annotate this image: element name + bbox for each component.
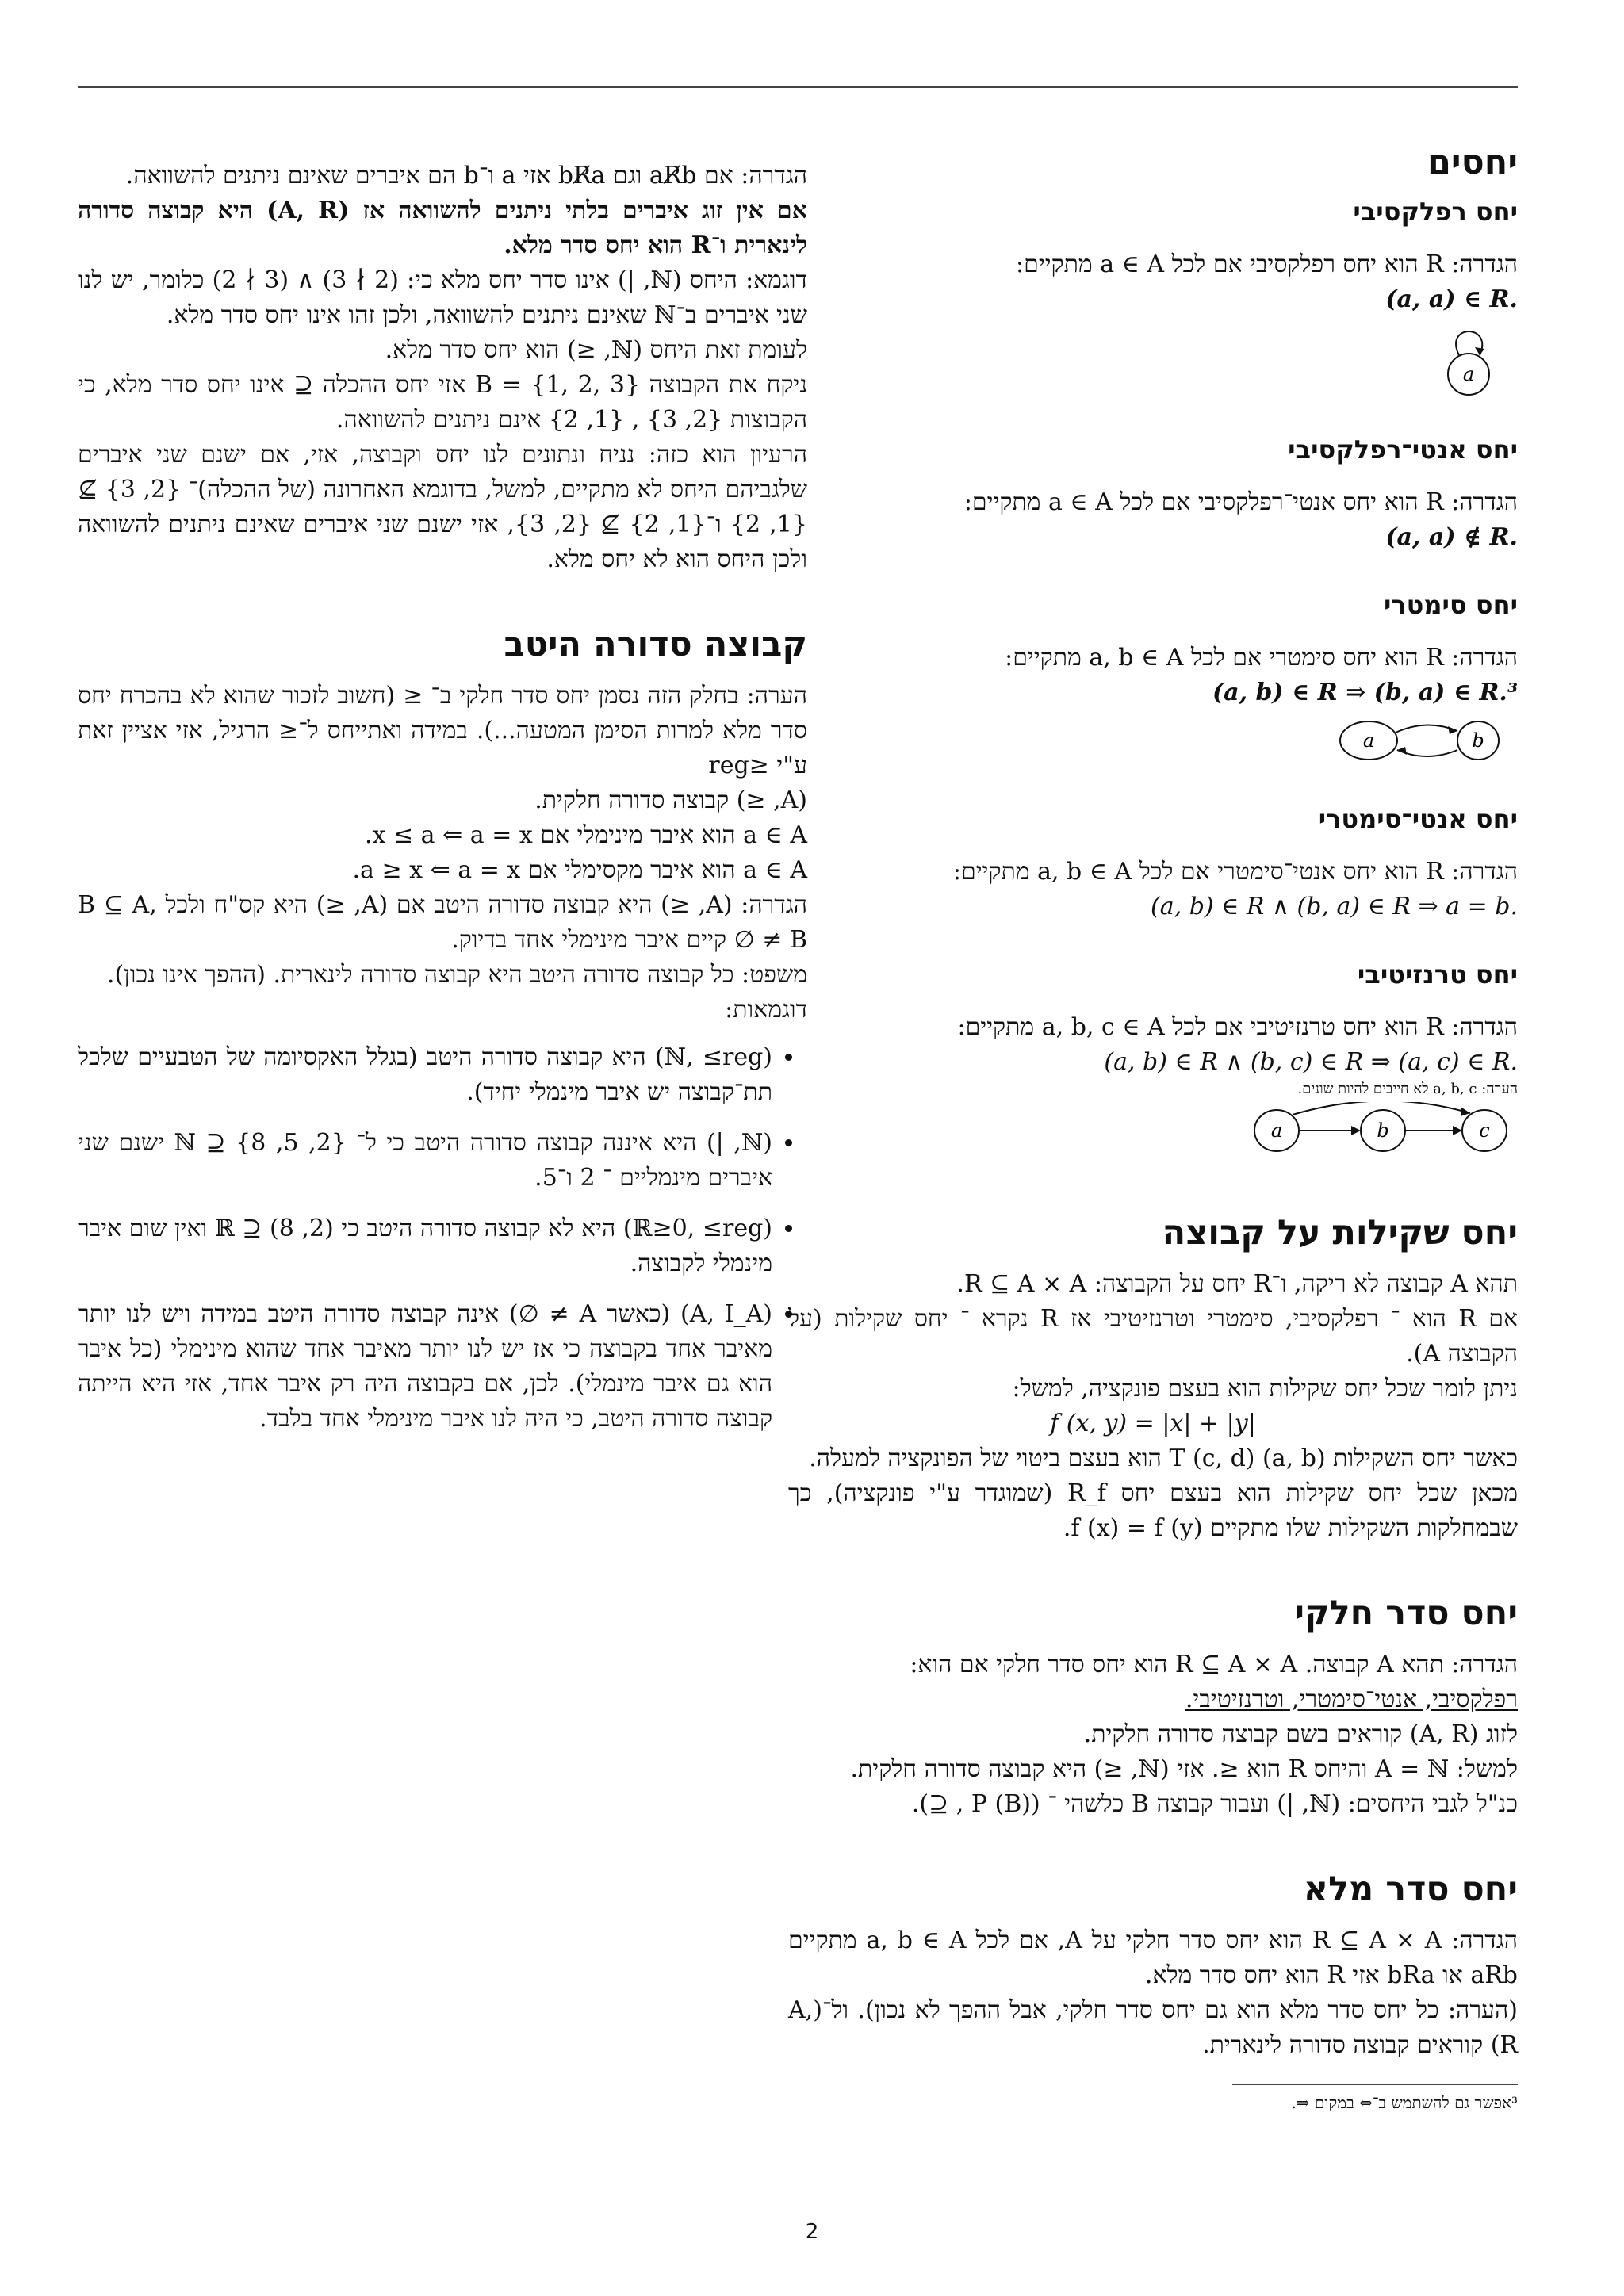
example-item: • (ℝ≥0, ≤reg) היא לא קבוצה סדורה היטב כי (2, 8) ⊆ ℝ ואין שום איבר מינמלי לקבוצה.	[78, 1211, 772, 1281]
symmetric-diagram	[804, 714, 1518, 769]
partial-ordered-set-line: (A, ≤) קבוצה סדורה חלקית.	[534, 786, 807, 814]
equivalence-p4: f (x, y) = |x| + |y|	[1050, 1410, 1256, 1437]
partial-order-p2: רפלקסיבי, אנטי־סימטרי, וטרנזיטיבי.	[1185, 1686, 1518, 1713]
symmetric-formula: (a, b) ∈ R ⇒ (b, a) ∈ R.³	[1212, 679, 1518, 706]
anti-reflexive-heading: יחס אנטי־רפלקסיבי	[1288, 434, 1518, 465]
equivalence-section	[788, 1213, 1518, 1546]
partial-order-p4: למשל: A = ℕ והיחס R הוא ≤. אזי (ℕ, ≤) היא קבוצה סדורה חלקית.	[850, 1755, 1518, 1783]
anti-symmetric-definition: הגדרה: R הוא יחס אנטי־סימטרי אם לכל a, b ∈ A מתקיים:	[952, 858, 1518, 886]
equivalence-p5: כאשר יחס השקילות (a, b) T (c, d) הוא בעצם ביטוי של הפונקציה למעלה.	[809, 1445, 1518, 1472]
total-order-p2: (הערה: כל יחס סדר מלא הוא גם יחס סדר חלקי, אבל ההפך לא נכון). ול־(A, R) קוראים קבוצה סדורה לינארית.	[788, 1996, 1518, 2059]
symmetric-definition: הגדרה: R הוא יחס סימטרי אם לכל a, b ∈ A מתקיים:	[1005, 644, 1518, 672]
divisibility-example: דוגמא: היחס (ℕ, |) אינו סדר יחס מלא כי: (2 ∤ 3) ∧ (3 ∤ 2) כלומר, יש לנו שני איברים ב־ℕ שאינם ניתנים להשוואה, ולכן זהו אינו יחס סדר מלא.	[78, 266, 807, 329]
partial-order-p5: כנ"ל לגבי היחסים: (ℕ, |) ועבור קבוצה B כלשהי ־ (P (B) , ⊆).	[911, 1790, 1518, 1818]
anti-symmetric-formula: (a, b) ∈ R ∧ (b, a) ∈ R ⇒ a = b.	[1151, 893, 1518, 920]
equivalence-heading: יחס שקילות על קבוצה	[1162, 1213, 1518, 1253]
svg-text:a: a	[1362, 729, 1375, 752]
symmetric-node-a	[1340, 721, 1397, 760]
reflexive-formula: (a, a) ∈ R.	[1385, 285, 1518, 313]
equivalence-p6: מכאן שכל יחס שקילות הוא בעצם יחס R_f (שמוגדר ע"י פונקציה), כך שבמחלקות השקילות שלו מתקיים f (x) = f (y).	[788, 1479, 1518, 1542]
footnote: ³אפשר גם להשתמש ב־⇔ במקום ⇒.	[1291, 2093, 1518, 2112]
svg-text:a: a	[1462, 363, 1475, 385]
inclusion-example: ניקח את הקבוצה B = {1, 2, 3} אזי יחס ההכלה ⊆ אינו יחס סדר מלא, כי הקבוצות {2, 3} , {1, 2} אינם ניתנים להשוואה.	[78, 371, 807, 434]
footnote-rule	[1232, 2084, 1518, 2085]
transitive-formula: (a, b) ∈ R ∧ (b, c) ∈ R ⇒ (a, c) ∈ R.	[1104, 1048, 1518, 1076]
transitive-heading: יחס טרנזיטיבי	[1357, 959, 1518, 989]
header-rule	[78, 86, 1518, 88]
well-ordered-note: הערה: בחלק הזה נסמן יחס סדר חלקי ב־ ≤ (חשוב לזכור שהוא לא בהכרח יחס סדר מלא למרות הסימן המטעה...). במידה ואתייחס ל־≤ הרגיל, אזי אציין זאת ע"י ≤reg	[78, 682, 807, 779]
transitive-node-c	[1462, 1110, 1507, 1151]
partial-order-p1: הגדרה: תהא A קבוצה. R ⊆ A × A הוא יחס סדר חלקי אם הוא:	[910, 1651, 1518, 1678]
equivalence-p1: תהא A קבוצה לא ריקה, ו־R יחס על הקבוצה: R ⊆ A × A.	[956, 1270, 1518, 1298]
example-item: • (ℕ, ≤reg) היא קבוצה סדורה היטב (בגלל האקסיומה של הטבעיים שלכל תת־קבוצה יש איבר מינמלי יחיד).	[78, 1040, 772, 1110]
total-order-section	[788, 1869, 1518, 2114]
maximal-element-def: a ∈ A הוא איבר מקסימלי אם a ≥ x ⇐ a = x.	[352, 856, 807, 884]
idea-explanation: הרעיון הוא כזה: נניח ונתונים לנו יחס וקבוצה, אזי, אם ישנם שני איברים שלגביהם היחס לא מתקיים, למשל, בדוגמא האחרונה (של ההכלה)־ {2, 3} ⊈ {1, 2} ו־{1, 2} ⊈ {2, 3}, אזי ישנם שני איברים שאינם ניתנים להשוואה ולכן היחס הוא לא יחס מלא.	[78, 441, 807, 573]
reflexive-definition: הגדרה: R הוא יחס רפלקסיבי אם לכל a ∈ A מתקיים:	[1016, 251, 1518, 278]
transitive-definition: הגדרה: R הוא יחס טרנזיטיבי אם לכל a, b, c ∈ A מתקיים:	[957, 1013, 1518, 1041]
transitive-node-a	[1254, 1110, 1299, 1151]
symmetric-heading: יחס סימטרי	[1383, 590, 1518, 620]
svg-text:b: b	[1377, 1119, 1389, 1142]
transitive-note: הערה: a, b, c לא חייבים להיות שונים.	[1297, 1081, 1518, 1097]
right-column	[788, 143, 1518, 2149]
examples-list	[78, 1040, 807, 1437]
well-ordered-section	[78, 625, 807, 1437]
example-item: • (ℕ, |) היא איננה קבוצה סדורה היטב כי ל־ {2, 5, 8} ⊆ ℕ ישנם שני איברים מינמליים ־ 2 ו־5.	[78, 1126, 772, 1196]
incomparable-section	[78, 159, 807, 577]
symmetric-section	[788, 590, 1518, 769]
linear-order-statement: אם אין זוג איברים בלתי ניתנים להשוואה אז (A, R) היא קבוצה סדורה לינארית ו־R הוא יחס סדר מלא.	[78, 197, 807, 259]
left-column	[78, 159, 807, 1452]
equivalence-p2: אם R הוא ־ רפלקסיבי, סימטרי וטרנזיטיבי אז R נקרא ־ יחס שקילות (על הקבוצה A).	[788, 1305, 1519, 1368]
transitive-node-b	[1361, 1110, 1405, 1151]
reflexive-heading: יחס רפלקסיבי	[1353, 197, 1518, 227]
symmetric-node-b	[1457, 721, 1499, 760]
examples-label: דוגמאות:	[725, 996, 807, 1024]
reflexive-section	[788, 197, 1518, 400]
svg-text:c: c	[1479, 1119, 1490, 1142]
well-ordered-heading: קבוצה סדורה היטב	[504, 625, 807, 664]
page-number: 2	[805, 2220, 819, 2244]
svg-text:a: a	[1270, 1119, 1283, 1142]
leq-example: לעומת זאת היחס (ℕ, ≤) הוא יחס סדר מלא.	[385, 336, 807, 364]
svg-text:b: b	[1472, 729, 1484, 752]
reflexive-diagram	[804, 320, 1518, 400]
anti-reflexive-section	[788, 434, 1518, 555]
total-order-heading: יחס סדר מלא	[1303, 1869, 1518, 1909]
transitive-section	[788, 959, 1518, 1165]
reflexive-node-a	[1448, 354, 1489, 395]
section-title-relations: יחסים	[1427, 143, 1518, 182]
partial-order-section	[788, 1594, 1518, 1822]
incomparable-definition: הגדרה: אם aR̸b וגם bR̸a אזי a ו־b הם איברים שאינם ניתנים להשוואה.	[125, 162, 807, 189]
well-ordered-definition: הגדרה: (A, ≤) היא קבוצה סדורה היטב אם (A, ≤) היא קס"ח ולכל B ⊆ A, B ≠ ∅ קיים איבר מינימלי אחד בדיוק.	[78, 891, 807, 954]
transitive-diagram	[804, 1102, 1518, 1165]
anti-symmetric-section	[788, 804, 1518, 924]
anti-reflexive-definition: הגדרה: R הוא יחס אנטי־רפלקסיבי אם לכל a ∈ A מתקיים:	[963, 488, 1518, 516]
anti-symmetric-heading: יחס אנטי־סימטרי	[1318, 804, 1518, 834]
well-ordered-theorem: משפט: כל קבוצה סדורה היטב היא קבוצה סדורה לינארית. (ההפך אינו נכון).	[106, 961, 807, 989]
anti-reflexive-formula: (a, a) ∉ R.	[1385, 523, 1518, 551]
partial-order-heading: יחס סדר חלקי	[1294, 1594, 1518, 1633]
partial-order-p3: לזוג (A, R) קוראים בשם קבוצה סדורה חלקית.	[1083, 1720, 1518, 1748]
example-item: • (A, I_A) (כאשר A ≠ ∅) אינה קבוצה סדורה היטב במידה ויש לנו יותר מאיבר אחד בקבוצה כי אז יש לנו יותר מאיבר אחד שהוא מינימלי (כל איבר הוא גם איבר מינמלי). לכן, אם בקבוצה היה רק איבר אחד, אזי היא הייתה קבוצה סדורה היטב, כי היה לנו איבר מינימלי אחד בלבד.	[78, 1297, 772, 1437]
total-order-p1: הגדרה: R ⊆ A × A הוא יחס סדר חלקי על A, אם לכל a, b ∈ A מתקיים aRb או bRa אזי R הוא יחס סדר מלא.	[788, 1927, 1518, 1989]
minimal-element-def: a ∈ A הוא איבר מינימלי אם x ≤ a ⇐ a = x.	[365, 821, 807, 849]
equivalence-p3: ניתן לומר שכל יחס שקילות הוא בעצם פונקציה, למשל:	[1012, 1375, 1518, 1402]
